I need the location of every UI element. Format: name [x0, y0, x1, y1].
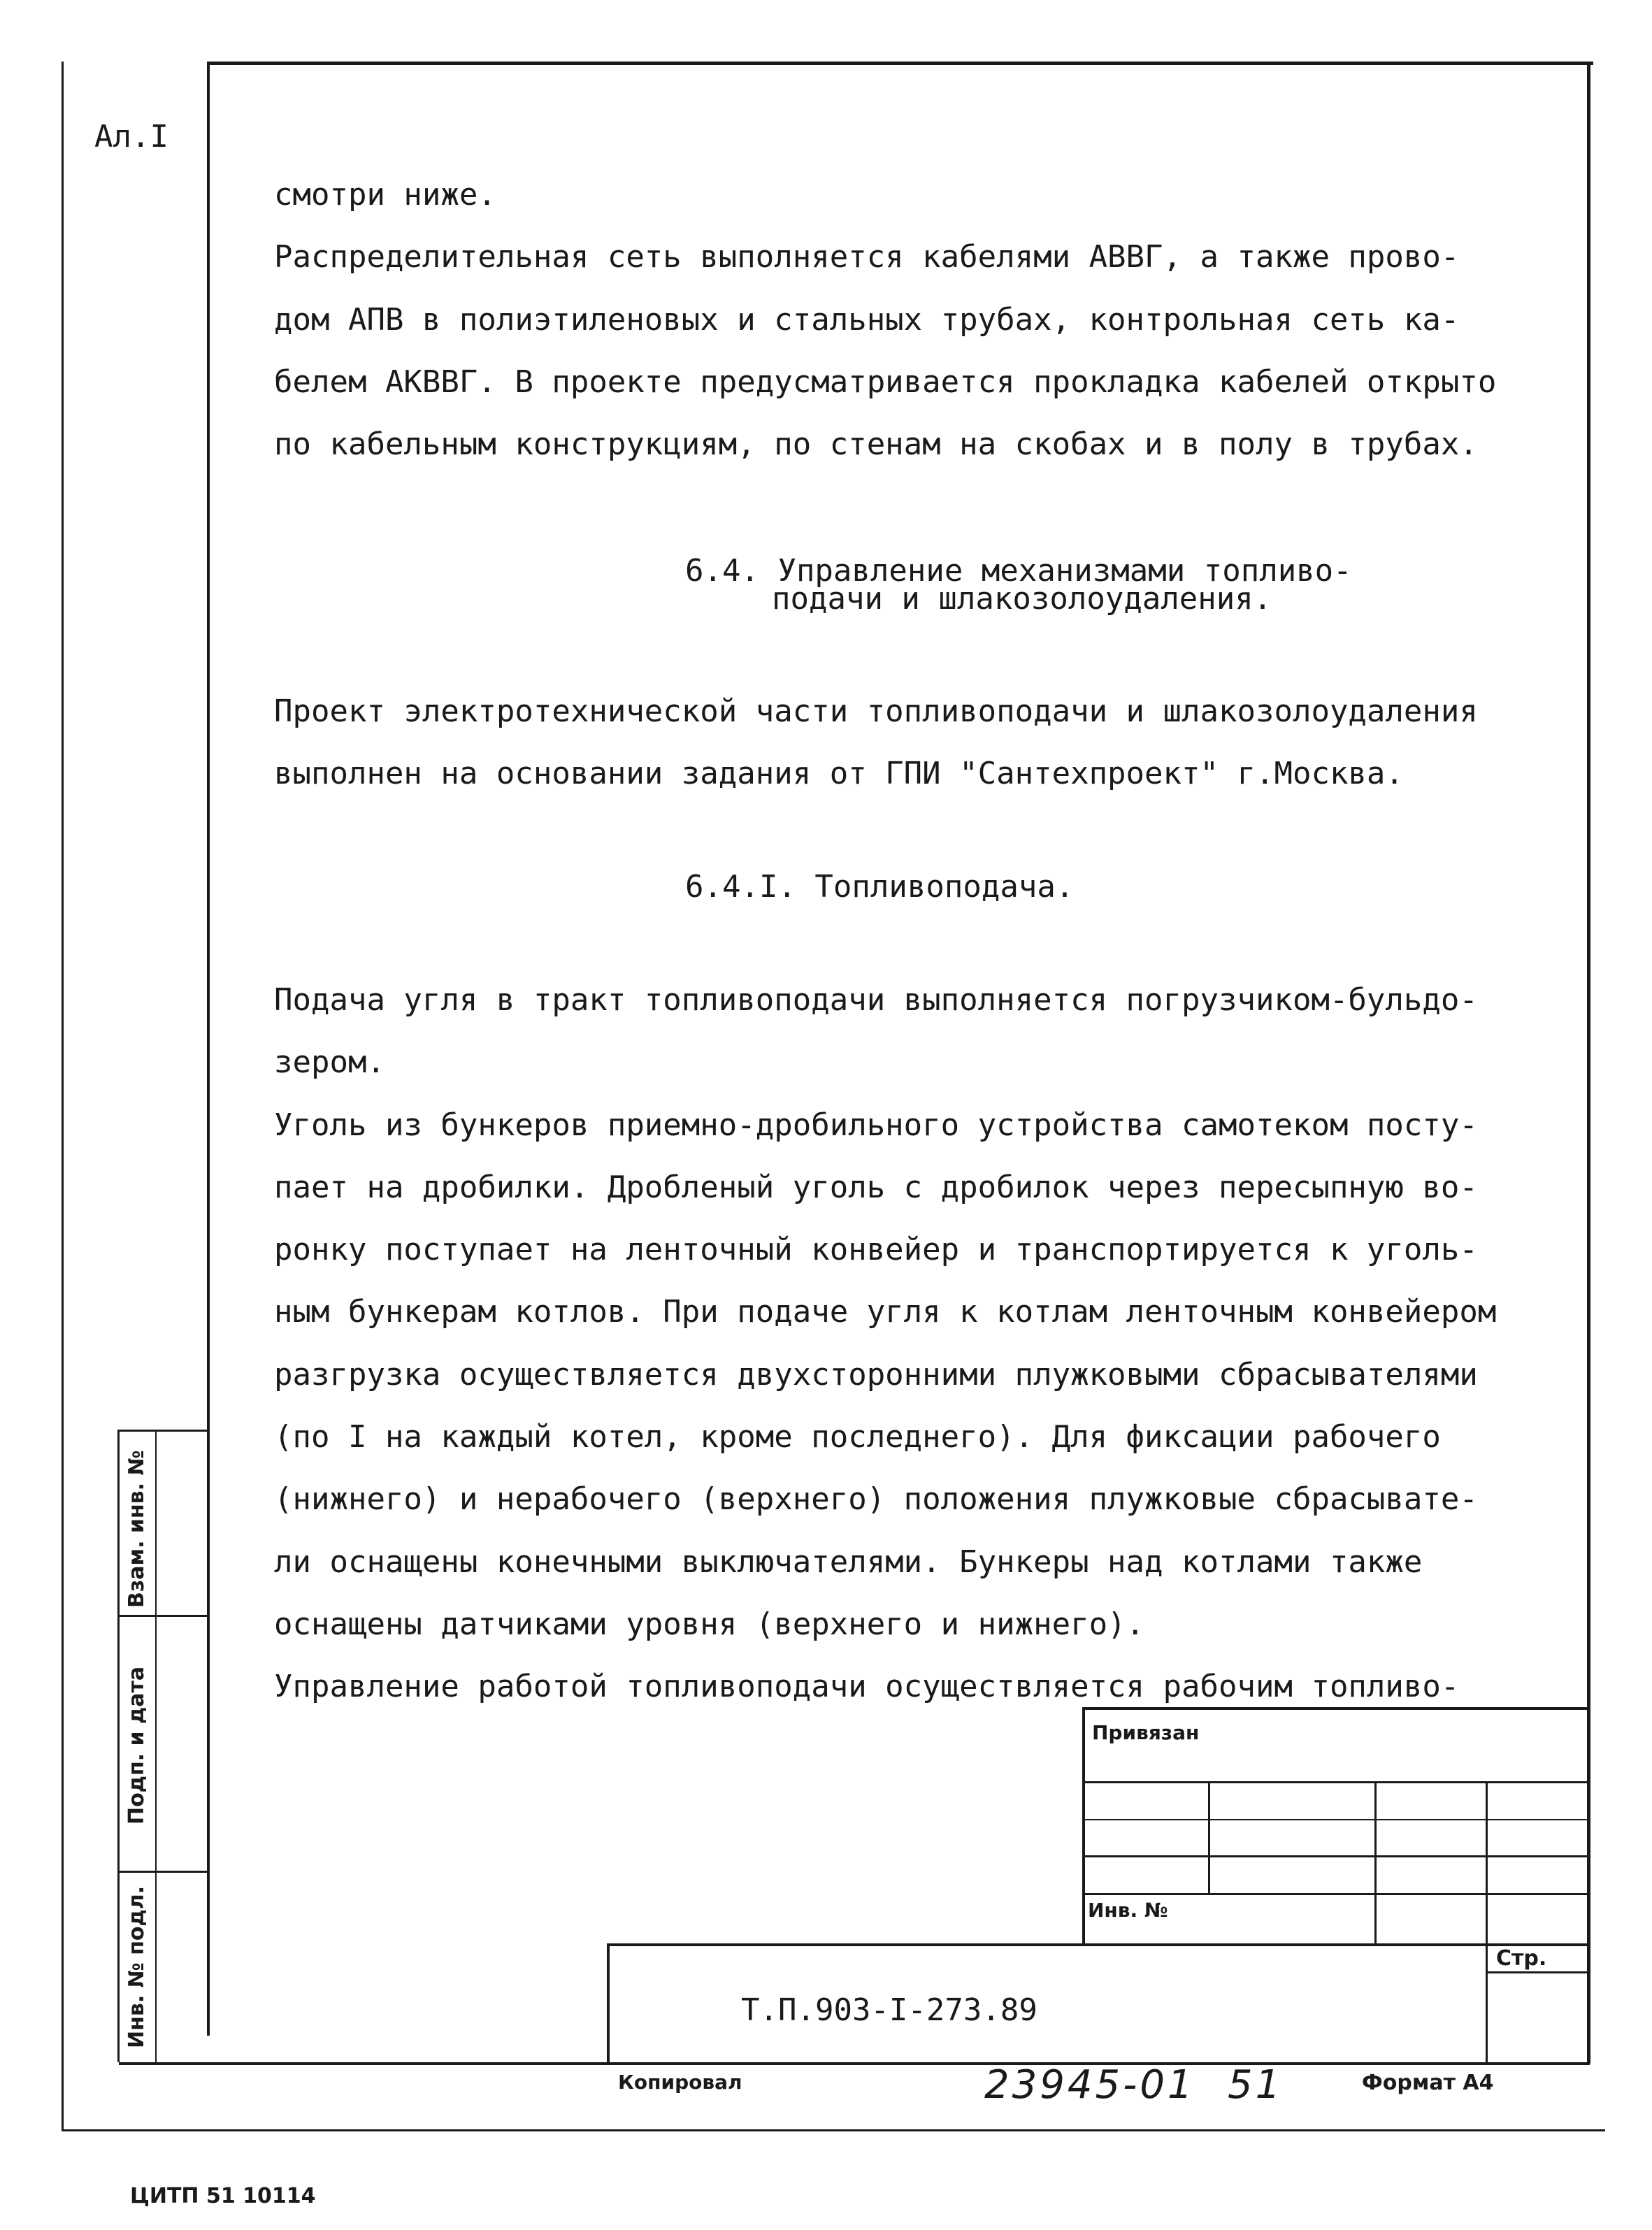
frame-left [207, 64, 210, 2036]
text-line: по кабельным конструкциям, по стенам на скобах и в полу в трубах. [274, 426, 1478, 463]
zam-inv-label: Взам. инв. № [124, 1450, 149, 1608]
section-heading-6-4-line1: 6.4. Управление механизмами топливо- [685, 553, 1352, 589]
frame-bottom [119, 2062, 1590, 2065]
text-line: оснащены датчиками уровня (верхнего и нижнего). [274, 1606, 1145, 1642]
paragraph-block-mid [274, 680, 1553, 805]
text-line: ным бункерам котлов. При подаче угля к котлам ленточным конвейером [274, 1294, 1497, 1330]
text-line: смотри ниже. [274, 177, 496, 213]
privyazan-label: Привязан [1092, 1721, 1200, 1744]
text-line: Распределительная сеть выполняется кабелями АВВГ, а также прово- [274, 239, 1460, 275]
text-line: белем АКВВГ. В проекте предусматривается прокладка кабелей открыто [274, 364, 1497, 400]
page-number: 51 [1228, 2062, 1284, 2108]
inv-no-label: Инв. № [1088, 1899, 1168, 1922]
left-margin-line [62, 62, 64, 2131]
frame-top [207, 62, 1593, 65]
text-line: Подача угля в тракт топливоподачи выполняется погрузчиком-бульдо- [274, 982, 1478, 1018]
inv-podl-label: Инв. № подл. [124, 1885, 149, 2048]
frame-right [1587, 64, 1590, 2064]
text-line: выполнен на основании задания от ГПИ "Сантехпроект" г.Москва. [274, 756, 1404, 792]
text-line: (нижнего) и нерабочего (верхнего) положения плужковые сбрасывате- [274, 1481, 1478, 1518]
text-line: ли оснащены конечными выключателями. Бункеры над котлами также [274, 1544, 1423, 1580]
bottom-margin-line [62, 2129, 1605, 2131]
text-line: (по I на каждый котел, кроме последнего). Для фиксации рабочего [274, 1419, 1441, 1455]
section-heading-6-4-line2: подачи и шлакозолоудаления. [772, 581, 1272, 617]
format-label: Формат А4 [1362, 2071, 1494, 2095]
text-line: пает на дробилки. Дробленый уголь с дробилок через пересыпную во- [274, 1169, 1478, 1205]
section-heading-6-4-1: 6.4.I. Топливоподача. [685, 869, 1075, 905]
text-line: Проект электротехнической части топливоподачи и шлакозолоудаления [274, 693, 1478, 729]
kopiroval-label: Копировал [618, 2071, 742, 2094]
page-label: Ал.I [94, 119, 168, 154]
text-line: Управление работой топливоподачи осуществляется рабочим топливо- [274, 1669, 1460, 1705]
paragraph-block-top [274, 164, 1553, 475]
document-code: Т.П.903-I-273.89 [741, 1992, 1037, 2028]
text-line: зером. [274, 1044, 385, 1081]
tsitp-label: ЦИТП 51 10114 [130, 2184, 316, 2208]
str-label: Стр. [1496, 1946, 1547, 1971]
text-line: Уголь из бункеров приемно-дробильного устройства самотеком посту- [274, 1107, 1478, 1143]
paragraph-block-bottom [274, 969, 1553, 1718]
text-line: разгрузка осуществляется двухсторонними плужковыми сбрасывателями [274, 1356, 1478, 1393]
podp-data-label: Подп. и дата [124, 1666, 149, 1825]
handwritten-number: 23945-01 [984, 2062, 1195, 2108]
text-line: дом АПВ в полиэтиленовых и стальных трубах, контрольная сеть ка- [274, 301, 1460, 338]
text-line: ронку поступает на ленточный конвейер и транспортируется к уголь- [274, 1232, 1478, 1268]
